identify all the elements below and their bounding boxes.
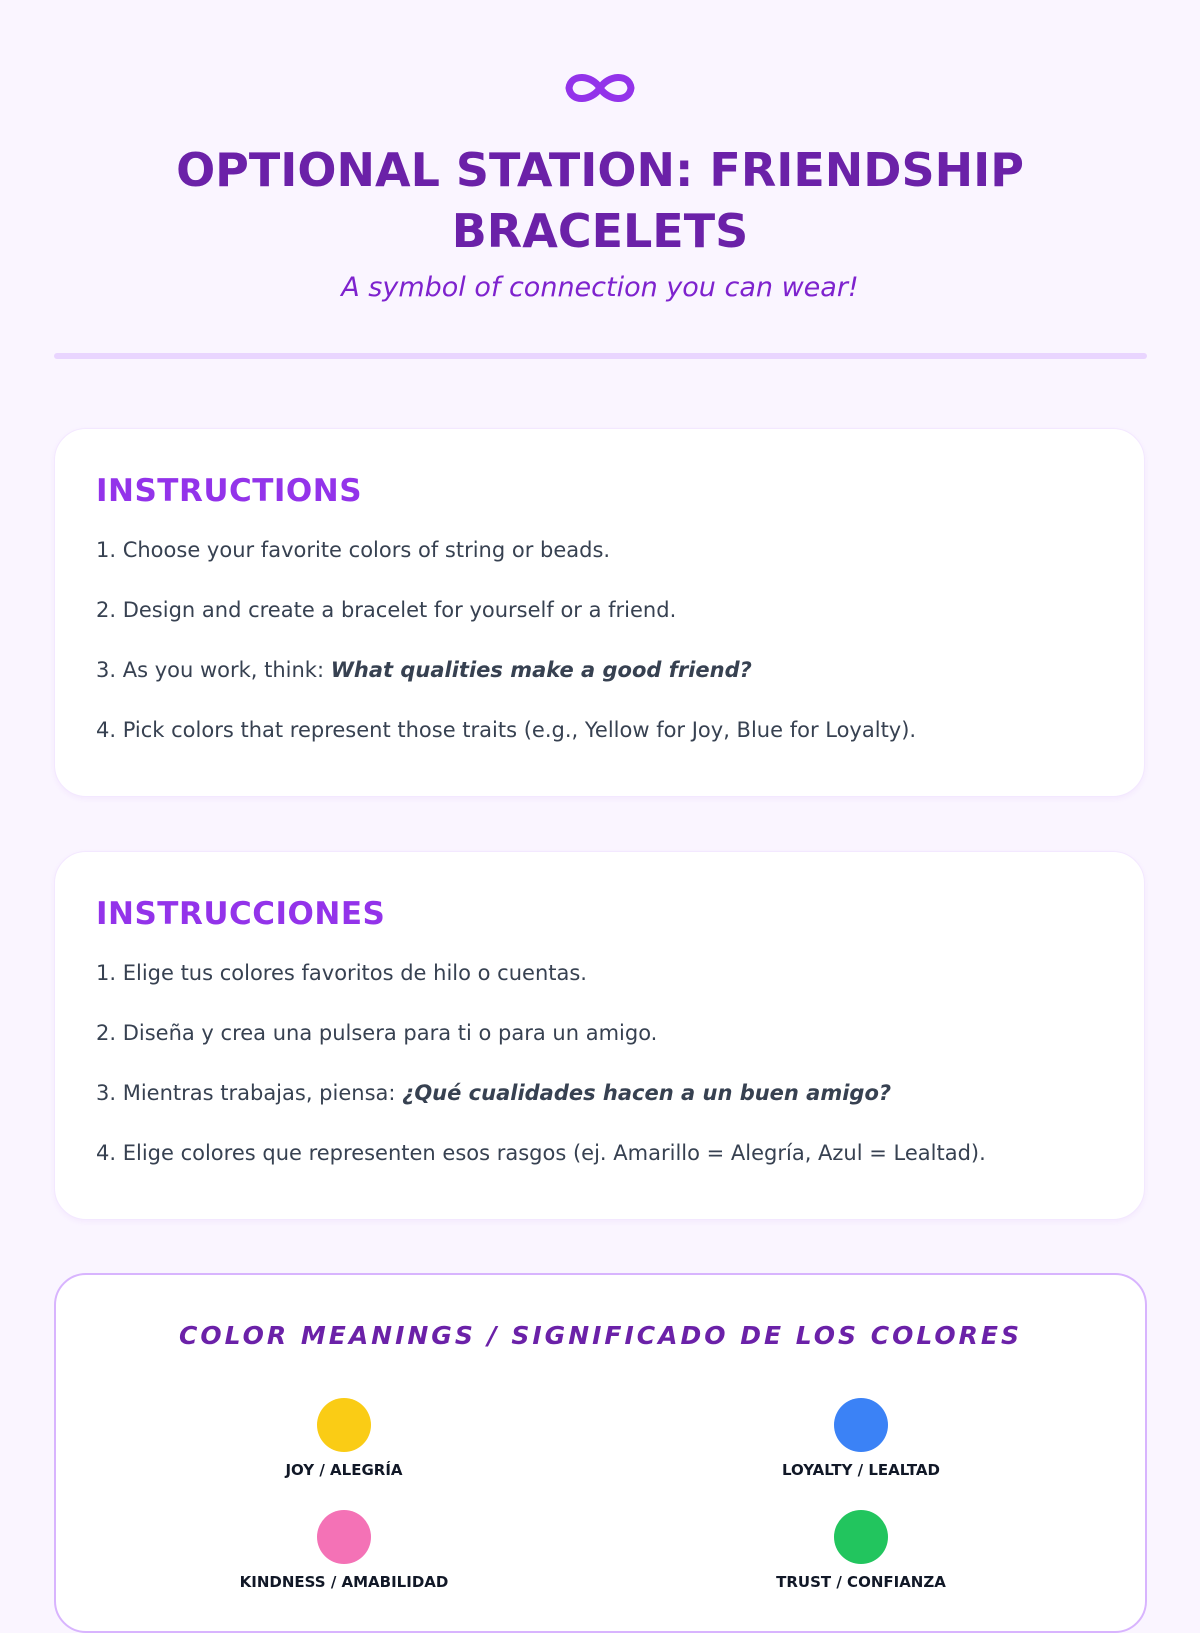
pink-dot-icon — [317, 1510, 371, 1564]
page-subtitle: A symbol of connection you can wear! — [341, 272, 859, 303]
instruccion-step-text: 3. Mientras trabajas, piensa: — [96, 1081, 403, 1105]
instruccion-step-text: 4. Elige colores que representen esos rasgos (ej. Amarillo = Alegría, Azul = Lealtad). — [96, 1141, 986, 1165]
color-meanings-card — [54, 1273, 1147, 1633]
instruction-step — [96, 536, 916, 596]
instruction-step-text: 1. Choose your favorite colors of string or beads. — [96, 538, 611, 562]
instruccion-step-question: ¿Qué cualidades hacen a un buen amigo? — [402, 1081, 892, 1105]
infinity-icon — [562, 66, 638, 110]
instruccion-step-text: 2. Diseña y crea una pulsera para ti o para un amigo. — [96, 1021, 658, 1045]
instruction-step — [96, 596, 916, 656]
header-divider — [54, 353, 1147, 359]
blue-dot-icon — [834, 1398, 888, 1452]
instruccion-step — [96, 959, 986, 1019]
page-title: OPTIONAL STATION: FRIENDSHIP BRACELETS — [176, 143, 1024, 258]
instruccion-step — [96, 1079, 986, 1139]
instruction-step-text: 2. Design and create a bracelet for yourself or a friend. — [96, 598, 677, 622]
color-swatch-kindness — [194, 1510, 494, 1592]
instruccion-step — [96, 1019, 986, 1079]
instructions-heading: INSTRUCTIONS — [96, 473, 363, 509]
instrucciones-list — [96, 959, 986, 1199]
color-meanings-heading: COLOR MEANINGS / SIGNIFICADO DE LOS COLORES — [179, 1321, 1022, 1350]
yellow-dot-icon — [317, 1398, 371, 1452]
instruction-step — [96, 716, 916, 776]
instruction-step-question: What qualities make a good friend? — [330, 658, 752, 682]
instructions-card-english — [54, 428, 1145, 797]
instruccion-step-text: 1. Elige tus colores favoritos de hilo o cuentas. — [96, 961, 587, 985]
color-swatch-label: LOYALTY / LEALTAD — [782, 1461, 940, 1479]
green-dot-icon — [834, 1510, 888, 1564]
instruction-step-text: 3. As you work, think: — [96, 658, 331, 682]
color-swatch-loyalty — [711, 1398, 1011, 1480]
color-swatch-label: JOY / ALEGRÍA — [285, 1461, 403, 1479]
instruction-step-text: 4. Pick colors that represent those traits (e.g., Yellow for Joy, Blue for Loyalty). — [96, 718, 917, 742]
instrucciones-heading: INSTRUCCIONES — [96, 896, 386, 932]
color-swatch-trust — [711, 1510, 1011, 1592]
instructions-list — [96, 536, 916, 776]
instruccion-step — [96, 1139, 986, 1199]
color-swatch-label: TRUST / CONFIANZA — [776, 1573, 946, 1591]
page-header — [0, 0, 1200, 306]
color-swatch-label: KINDNESS / AMABILIDAD — [239, 1573, 449, 1591]
instruction-step — [96, 656, 916, 716]
instructions-card-spanish — [54, 851, 1145, 1220]
color-swatch-joy — [194, 1398, 494, 1480]
